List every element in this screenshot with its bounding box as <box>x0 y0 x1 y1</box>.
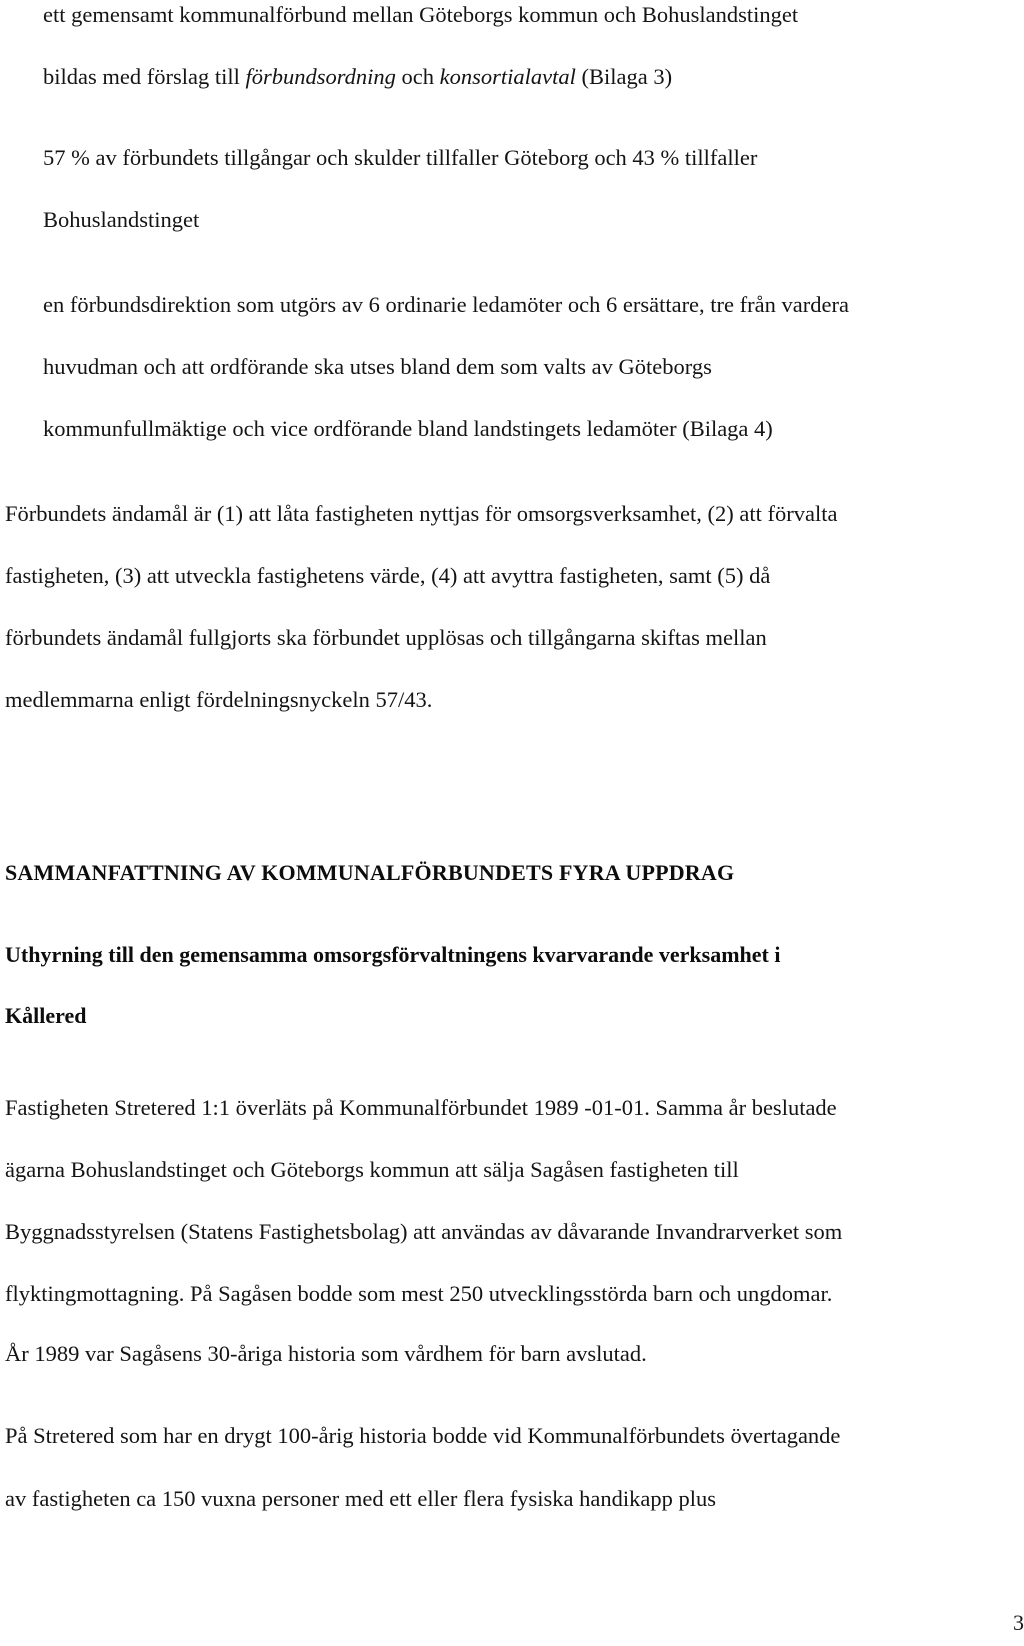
subheading-line: Kållered <box>5 1003 87 1028</box>
paragraph-line: fastigheten, (3) att utveckla fastighetens värde, (4) att avyttra fastigheten, samt (5) då <box>5 563 771 588</box>
list-item-line: en förbundsdirektion som utgörs av 6 ordinarie ledamöter och 6 ersättare, tre från vardera <box>43 292 849 317</box>
text-run: bildas med förslag till <box>43 64 246 89</box>
paragraph-line: förbundets ändamål fullgjorts ska förbundet upplösas och tillgångarna skiftas mellan <box>5 625 767 650</box>
text-run: och <box>395 64 440 89</box>
section-heading: SAMMANFATTNING AV KOMMUNALFÖRBUNDETS FYRA UPPDRAG <box>5 860 735 885</box>
subheading-line: Uthyrning till den gemensamma omsorgsförvaltningens kvarvarande verksamhet i <box>5 942 781 967</box>
list-item-line: ett gemensamt kommunalförbund mellan Göteborgs kommun och Bohuslandstinget <box>43 2 799 27</box>
paragraph-line: av fastigheten ca 150 vuxna personer med ett eller flera fysiska handikapp plus <box>5 1486 717 1511</box>
paragraph-line: ägarna Bohuslandstinget och Göteborgs kommun att sälja Sagåsen fastigheten till <box>5 1157 739 1182</box>
paragraph-line: flyktingmottagning. På Sagåsen bodde som mest 250 utvecklingsstörda barn och ungdomar. <box>5 1281 833 1306</box>
list-item-line: kommunfullmäktige och vice ordförande bland landstingets ledamöter (Bilaga 4) <box>43 416 773 441</box>
page-number: 3 <box>1013 1610 1024 1635</box>
paragraph-line: År 1989 var Sagåsens 30-åriga historia som vårdhem för barn avslutad. <box>5 1341 647 1366</box>
text-run-italic: förbundsordning <box>245 64 396 89</box>
list-item-line <box>43 62 672 92</box>
paragraph-line: Byggnadsstyrelsen (Statens Fastighetsbolag) att användas av dåvarande Invandrarverket som <box>5 1219 843 1244</box>
paragraph-line: medlemmarna enligt fördelningsnyckeln 57/43. <box>5 687 433 712</box>
list-item-line: 57 % av förbundets tillgångar och skulder tillfaller Göteborg och 43 % tillfaller <box>43 145 758 170</box>
list-item-line: huvudman och att ordförande ska utses bland dem som valts av Göteborgs <box>43 354 712 379</box>
paragraph-line: På Stretered som har en drygt 100-årig historia bodde vid Kommunalförbundets övertagande <box>5 1423 841 1448</box>
list-item-line: Bohuslandstinget <box>43 207 200 232</box>
paragraph-line: Fastigheten Stretered 1:1 överläts på Kommunalförbundet 1989 -01-01. Samma år beslutade <box>5 1095 837 1120</box>
text-run-italic: konsortialavtal <box>439 64 576 89</box>
paragraph-line: Förbundets ändamål är (1) att låta fastigheten nyttjas för omsorgsverksamhet, (2) att förvalta <box>5 501 838 526</box>
text-run: (Bilaga 3) <box>575 64 673 89</box>
